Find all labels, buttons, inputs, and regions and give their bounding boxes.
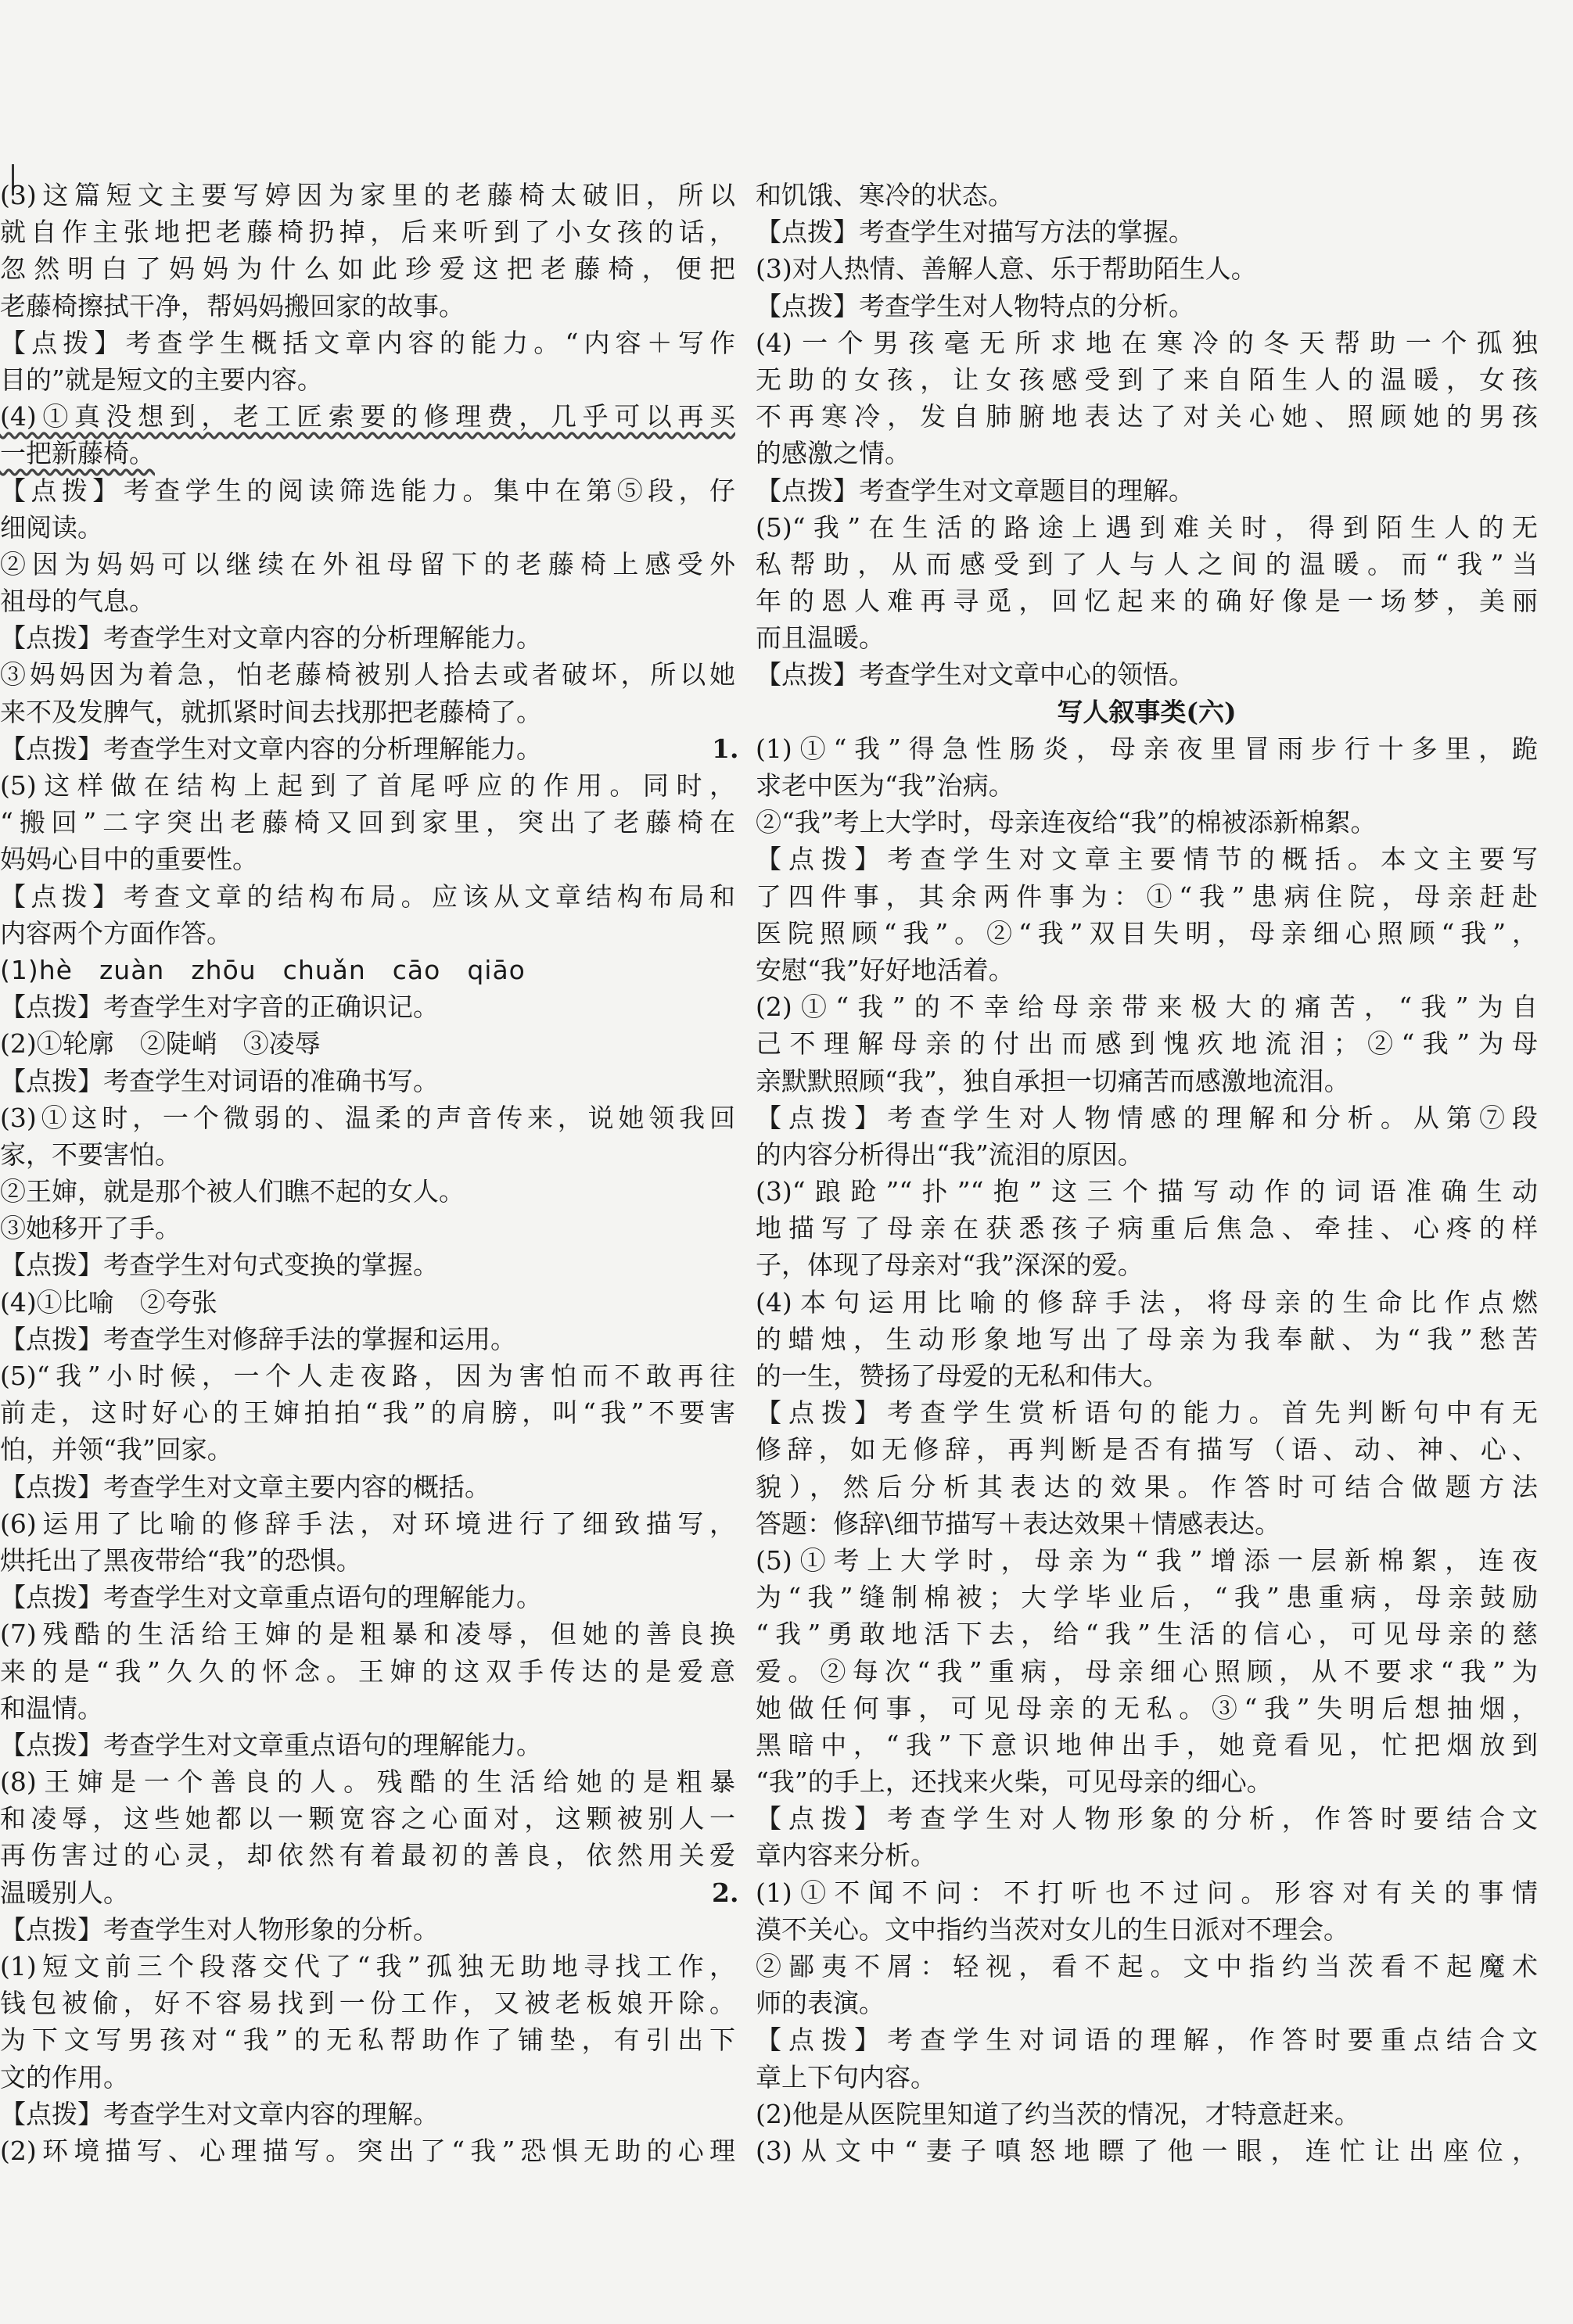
text-line <box>756 472 1538 509</box>
line-text: (4)①真没想到，老工匠索要的修理费，几乎可以再买 <box>0 401 735 432</box>
line-text: 【点拨】考查学生对人物情感的理解和分析。从第⑦段 <box>756 1102 1538 1133</box>
text-line <box>756 2132 1538 2169</box>
text-line <box>0 325 735 361</box>
text-line <box>0 583 735 619</box>
text-line <box>0 2059 735 2096</box>
text-line <box>756 177 1538 213</box>
text-line <box>0 619 735 656</box>
text-line <box>0 1394 735 1431</box>
line-text: ②鄙夷不屑：轻视，看不起。文中指约当茨看不起魔术 <box>756 1951 1538 1981</box>
text-line <box>0 1469 735 1505</box>
line-text: 烘托出了黑夜带给“我”的恐惧。 <box>0 1544 362 1576</box>
text-line <box>756 915 1538 952</box>
line-text: 目的”就是短文的主要内容。 <box>0 364 323 395</box>
line-text: (4)本句运用比喻的修辞手法，将母亲的生命比作点燃 <box>756 1286 1538 1318</box>
line-text: 和凌辱，这些她都以一颗宽容之心面对，这颗被别人一 <box>0 1803 735 1834</box>
line-text: 写人叙事类(六) <box>1057 696 1237 727</box>
line-text: 章内容来分析。 <box>756 1840 936 1871</box>
line-text: 【点拨】考查学生对文章重点语句的理解能力。 <box>0 1582 542 1613</box>
text-line <box>0 1911 735 1948</box>
line-text: (6)运用了比喻的修辞手法，对环境进行了细致描写， <box>0 1508 735 1539</box>
text-line <box>0 1948 735 1985</box>
text-line <box>0 694 735 730</box>
text-line <box>756 1800 1538 1837</box>
text-line <box>0 2021 735 2058</box>
line-text: 为下文写男孩对“我”的无私帮助作了铺垫，有引出下 <box>0 2025 735 2056</box>
text-line <box>712 730 1538 767</box>
line-text: 漠不关心。文中指约当茨对女儿的生日派对不理会。 <box>756 1913 1349 1945</box>
text-line <box>756 2096 1538 2132</box>
line-text: 妈妈心目中的重要性。 <box>0 844 258 875</box>
text-line <box>0 472 735 509</box>
line-text: (8)王婶是一个善良的人。残酷的生活给她的是粗暴 <box>0 1766 735 1798</box>
line-text: 【点拨】考查学生对人物形象的分析，作答时要结合文 <box>756 1803 1538 1834</box>
text-line <box>756 435 1538 472</box>
line-text: “搬回”二字突出老藤椅又回到家里，突出了老藤椅在 <box>0 807 735 838</box>
line-text: 私帮助，从而感受到了人与人之间的温暖。而“我”当 <box>756 548 1538 579</box>
line-text: (4)①比喻 ②夸张 <box>0 1286 217 1318</box>
text-line <box>756 546 1538 583</box>
line-text: 和饥饿、寒冷的状态。 <box>756 180 1014 210</box>
line-text: (1)短文前三个段落交代了“我”孤独无助地寻找工作， <box>0 1951 735 1981</box>
line-text: (2)①轮廓 ②陡峭 ③凌辱 <box>0 1028 321 1060</box>
line-text: ②“我”考上大学时，母亲连夜给“我”的棉被添新棉絮。 <box>756 807 1377 838</box>
text-line <box>756 398 1538 435</box>
text-line <box>756 1727 1538 1763</box>
text-line <box>0 361 735 398</box>
text-line <box>0 1284 735 1321</box>
line-text: 来的是“我”久久的怀念。王婶的这双手传达的是爱意 <box>0 1655 735 1687</box>
line-text: 【点拨】考查学生对文章题目的理解。 <box>756 475 1194 506</box>
line-text: 【点拨】考查学生对词语的准确书写。 <box>0 1065 439 1096</box>
line-text: 子，体现了母亲对“我”深深的爱。 <box>756 1250 1144 1281</box>
text-line <box>756 804 1538 841</box>
line-text: 一把新藤椅。 <box>0 438 155 469</box>
text-line <box>0 177 735 213</box>
text-line <box>756 656 1538 693</box>
text-line <box>712 1874 1538 1911</box>
line-text: 祖母的气息。 <box>0 586 155 617</box>
text-line <box>756 1357 1538 1394</box>
line-text: 【点拨】考查学生的阅读筛选能力。集中在第⑤段，仔 <box>0 475 735 506</box>
line-text: 文的作用。 <box>0 2061 129 2093</box>
text-line <box>756 1690 1538 1727</box>
text-line <box>0 915 735 952</box>
line-text: 怕，并领“我”回家。 <box>0 1434 233 1465</box>
left-column <box>0 177 735 2169</box>
text-line <box>756 1985 1538 2021</box>
text-line <box>0 1136 735 1173</box>
text-line <box>756 509 1538 546</box>
text-line <box>756 767 1538 804</box>
line-text: 己不理解母亲的付出而感到愧疚地流泪；②“我”为母 <box>756 1028 1538 1060</box>
text-line <box>756 1542 1538 1579</box>
line-text: 医院照顾“我”。②“我”双目失明，母亲细心照顾“我”， <box>756 917 1538 949</box>
text-line <box>0 1727 735 1763</box>
text-line <box>0 1542 735 1579</box>
line-text: 【点拨】考查文章的结构布局。应该从文章结构布局和 <box>0 880 735 912</box>
text-line <box>0 1985 735 2021</box>
text-line <box>0 1210 735 1246</box>
line-text: 【点拨】考查学生对文章内容的分析理解能力。 <box>0 622 542 654</box>
text-line <box>0 730 735 767</box>
section-heading <box>756 694 1538 730</box>
text-line <box>0 1690 735 1727</box>
text-line <box>756 288 1538 325</box>
line-text: 内容两个方面作答。 <box>0 917 232 949</box>
line-text: 的蜡烛，生动形象地写出了母亲为我奉献、为“我”愁苦 <box>756 1323 1538 1354</box>
line-text: (3)“踉跄”“扑”“抱”这三个描写动作的词语准确生动 <box>756 1176 1538 1207</box>
text-line <box>0 398 735 435</box>
text-line <box>0 1357 735 1394</box>
text-line <box>0 1173 735 1210</box>
line-text: 地描写了母亲在获悉孩子病重后焦急、牵挂、心疼的样 <box>756 1213 1538 1244</box>
line-text: 无助的女孩，让女孩感受到了来自陌生人的温暖，女孩 <box>756 364 1538 395</box>
text-line <box>756 325 1538 361</box>
line-text: 亲默默照顾“我”，独自承担一切痛苦而感激地流泪。 <box>756 1065 1350 1096</box>
line-text: (3)从文中“妻子嗔怒地瞟了他一眼，连忙让出座位， <box>756 2135 1538 2166</box>
text-line <box>756 1837 1538 1874</box>
line-text: (1)hè zuàn zhōu chuǎn cāo qiāo <box>0 954 526 985</box>
line-text: (2)①“我”的不幸给母亲带来极大的痛苦，“我”为自 <box>756 992 1538 1023</box>
line-text: 【点拨】考查学生对人物特点的分析。 <box>756 290 1194 321</box>
text-line <box>756 1246 1538 1283</box>
text-line <box>756 1099 1538 1136</box>
line-text: 的内容分析得出“我”流泪的原因。 <box>756 1139 1144 1170</box>
text-line <box>756 250 1538 287</box>
text-line <box>0 1063 735 1099</box>
text-line <box>0 509 735 546</box>
line-text: (7)残酷的生活给王婶的是粗暴和凌辱，但她的善良换 <box>0 1619 735 1650</box>
text-line <box>756 1321 1538 1357</box>
text-line <box>756 619 1538 656</box>
text-line <box>0 1616 735 1652</box>
text-line <box>756 1025 1538 1062</box>
line-text: ②因为妈妈可以继续在外祖母留下的老藤椅上感受外 <box>0 548 735 579</box>
text-line <box>756 361 1538 398</box>
text-line <box>756 1173 1538 1210</box>
line-text: 忽然明白了妈妈为什么如此珍爱这把老藤椅，便把 <box>0 253 735 285</box>
line-text: 而且温暖。 <box>756 622 885 654</box>
line-text: 她做任何事，可见母亲的无私。③“我”失明后想抽烟， <box>756 1692 1538 1723</box>
text-line <box>756 988 1538 1025</box>
text-line <box>0 1025 735 1062</box>
line-text: (1)①“我”得急性肠炎，母亲夜里冒雨步行十多里，跪 <box>756 733 1538 764</box>
text-line <box>756 1284 1538 1321</box>
line-text: 【点拨】考查学生对人物形象的分析。 <box>0 1913 439 1945</box>
line-text: (2)环境描写、心理描写。突出了“我”恐惧无助的心理 <box>0 2135 735 2166</box>
line-text: 的感激之情。 <box>756 438 910 469</box>
line-text: 爱。②每次“我”重病，母亲细心照顾，从不要求“我”为 <box>756 1655 1538 1687</box>
text-line <box>0 804 735 841</box>
text-line <box>0 988 735 1025</box>
line-text: 来不及发脾气，就抓紧时间去找那把老藤椅了。 <box>0 696 542 727</box>
text-line <box>0 1579 735 1616</box>
text-line <box>0 656 735 693</box>
text-line <box>0 288 735 325</box>
line-text: 为“我”缝制棉被；大学毕业后，“我”患重病，母亲鼓励 <box>756 1582 1538 1613</box>
text-line <box>0 213 735 250</box>
line-text: 再伤害过的心灵，却依然有着最初的善良，依然用关爱 <box>0 1840 735 1871</box>
line-text: 【点拨】考查学生对文章主要情节的概括。本文主要写 <box>756 844 1538 875</box>
line-text: 求老中医为“我”治病。 <box>756 770 1015 801</box>
line-text: 钱包被偷，好不容易找到一份工作，又被老板娘开除。 <box>0 1988 735 2019</box>
text-line <box>0 1800 735 1837</box>
text-line <box>0 2132 735 2169</box>
line-text: (5)这样做在结构上起到了首尾呼应的作用。同时， <box>0 770 735 801</box>
line-text: 【点拨】考查学生对文章主要内容的概括。 <box>0 1471 490 1502</box>
right-column <box>712 177 1538 2169</box>
line-text: 【点拨】考查学生对句式变换的掌握。 <box>0 1250 439 1281</box>
text-line <box>0 1763 735 1800</box>
line-text: 貌），然后分析其表达的效果。作答时可结合做题方法 <box>756 1471 1538 1502</box>
line-text: (1)①不闻不问：不打听也不过问。形容对有关的事情 <box>756 1877 1538 1908</box>
line-text: 【点拨】考查学生对字音的正确识记。 <box>0 992 439 1023</box>
text-line <box>756 1136 1538 1173</box>
text-line <box>0 952 735 988</box>
line-text: (4)一个男孩毫无所求地在寒冷的冬天帮助一个孤独 <box>756 327 1538 358</box>
line-text: ③她移开了手。 <box>0 1213 181 1244</box>
text-line <box>0 435 735 472</box>
text-line <box>0 1321 735 1357</box>
text-line <box>756 2021 1538 2058</box>
line-text: 的一生，赞扬了母爱的无私和伟大。 <box>756 1361 1169 1391</box>
text-line <box>0 1837 735 1874</box>
line-text: 【点拨】考查学生对文章重点语句的理解能力。 <box>0 1729 542 1760</box>
text-line <box>0 1246 735 1283</box>
text-line <box>0 1431 735 1468</box>
line-text: 年的恩人难再寻觅，回忆起来的确好像是一场梦，美丽 <box>756 586 1538 617</box>
line-text: 安慰“我”好好地活着。 <box>756 954 1015 985</box>
line-text: “我”勇敢地活下去，给“我”生活的信心，可见母亲的慈 <box>756 1619 1538 1650</box>
text-line <box>0 546 735 583</box>
text-line <box>0 2096 735 2132</box>
line-text: 【点拨】考查学生对文章内容的理解。 <box>0 2098 439 2129</box>
text-line <box>756 1505 1538 1542</box>
line-text: 了四件事，其余两件事为：①“我”患病住院，母亲赶赴 <box>756 880 1538 912</box>
line-text: 细阅读。 <box>0 511 103 543</box>
text-line <box>0 1653 735 1690</box>
line-text: 师的表演。 <box>756 1988 885 2019</box>
text-line <box>756 1579 1538 1616</box>
line-text: 和温情。 <box>0 1692 103 1723</box>
line-text: (3)对人热情、善解人意、乐于帮助陌生人。 <box>756 253 1257 285</box>
text-line <box>756 1210 1538 1246</box>
text-line <box>756 213 1538 250</box>
text-line <box>0 878 735 915</box>
question-number: 1. <box>712 733 739 764</box>
line-text: 【点拨】考查学生对文章中心的领悟。 <box>756 659 1194 690</box>
text-line <box>756 1948 1538 1985</box>
line-text: 【点拨】考查学生赏析语句的能力。首先判断句中有无 <box>756 1397 1538 1429</box>
text-line <box>756 1394 1538 1431</box>
line-text: (5)“我”在生活的路途上遇到难关时，得到陌生人的无 <box>756 511 1538 543</box>
line-text: 不再寒冷，发自肺腑地表达了对关心她、照顾她的男孩 <box>756 401 1538 432</box>
line-text: 【点拨】考查学生概括文章内容的能力。“内容＋写作 <box>0 327 735 358</box>
line-text: 家，不要害怕。 <box>0 1139 181 1170</box>
text-line <box>756 1431 1538 1468</box>
line-text: 黑暗中，“我”下意识地伸出手，她竟看见，忙把烟放到 <box>756 1729 1538 1760</box>
line-text: ③妈妈因为着急，怕老藤椅被别人拾去或者破坏，所以她 <box>0 659 735 690</box>
line-text: (3)这篇短文主要写婷因为家里的老藤椅太破旧，所以 <box>0 180 735 210</box>
line-text: 【点拨】考查学生对词语的理解，作答时要重点结合文 <box>756 2025 1538 2056</box>
line-text: (3)①这时，一个微弱的、温柔的声音传来，说她领我回 <box>0 1102 735 1133</box>
text-line <box>756 878 1538 915</box>
text-line <box>0 250 735 287</box>
text-line <box>0 1874 735 1911</box>
line-text: 答题：修辞\细节描写＋表达效果＋情感表达。 <box>756 1508 1281 1539</box>
line-text: (5)“我”小时候，一个人走夜路，因为害怕而不敢再往 <box>0 1361 735 1391</box>
text-line <box>756 841 1538 877</box>
text-line <box>756 583 1538 619</box>
question-number: 2. <box>712 1877 739 1908</box>
text-line <box>756 1469 1538 1505</box>
text-line <box>0 1505 735 1542</box>
line-text: 章上下句内容。 <box>756 2061 936 2093</box>
text-line <box>756 2059 1538 2096</box>
text-line <box>756 1911 1538 1948</box>
line-text: ②王婶，就是那个被人们瞧不起的女人。 <box>0 1176 465 1207</box>
text-line <box>756 1653 1538 1690</box>
line-text: (5)①考上大学时，母亲为“我”增添一层新棉絮，连夜 <box>756 1544 1538 1576</box>
line-text: 【点拨】考查学生对文章内容的分析理解能力。 <box>0 733 542 764</box>
line-text: 前走，这时好心的王婶拍拍“我”的肩膀，叫“我”不要害 <box>0 1397 735 1429</box>
text-line <box>0 1099 735 1136</box>
line-text: 修辞，如无修辞，再判断是否有描写（语、动、神、心、 <box>756 1434 1538 1465</box>
text-line <box>756 1763 1538 1800</box>
line-text: (2)他是从医院里知道了约当茨的情况，才特意赶来。 <box>756 2098 1360 2129</box>
text-line <box>0 841 735 877</box>
line-text: 老藤椅擦拭干净，帮妈妈搬回家的故事。 <box>0 290 465 321</box>
line-text: 就自作主张地把老藤椅扔掉，后来听到了小女孩的话， <box>0 217 735 248</box>
line-text: 【点拨】考查学生对描写方法的掌握。 <box>756 217 1194 248</box>
text-line <box>756 1063 1538 1099</box>
text-line <box>756 1616 1538 1652</box>
line-text: 温暖别人。 <box>0 1877 129 1908</box>
line-text: “我”的手上，还找来火柴，可见母亲的细心。 <box>756 1766 1273 1798</box>
text-line <box>0 767 735 804</box>
text-line <box>756 952 1538 988</box>
line-text: 【点拨】考查学生对修辞手法的掌握和运用。 <box>0 1323 516 1354</box>
